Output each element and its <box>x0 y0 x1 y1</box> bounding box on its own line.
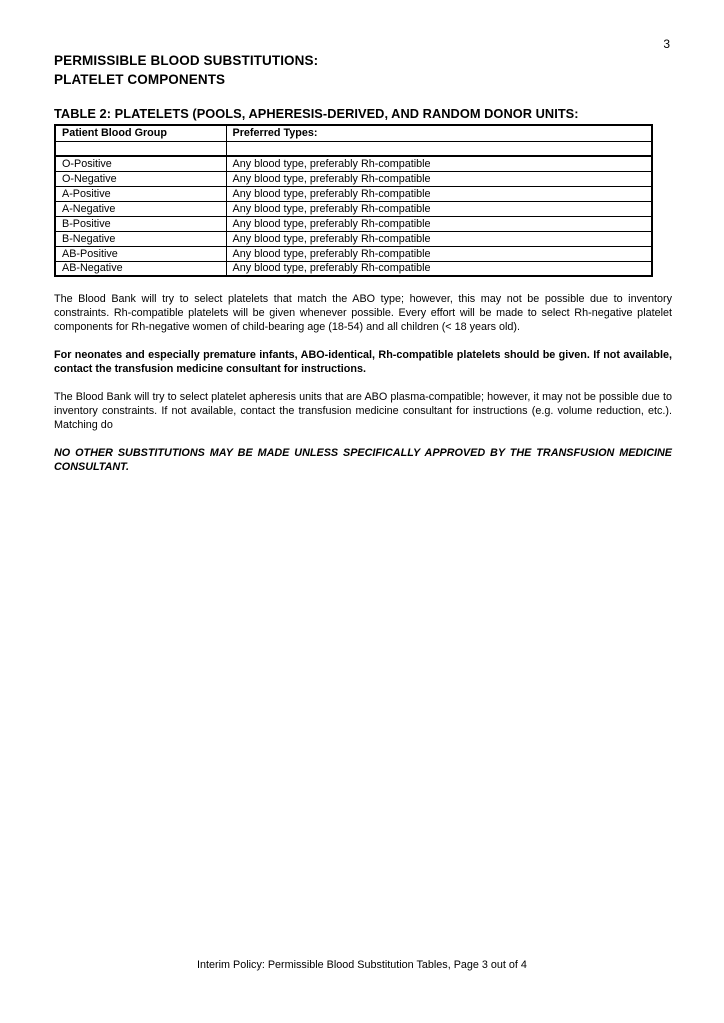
table-cell: Any blood type, preferably Rh-compatible <box>226 201 652 216</box>
paragraphs <box>54 292 672 474</box>
table-header-row <box>55 125 652 141</box>
table-cell: B-Negative <box>55 231 226 246</box>
empty-cell <box>226 141 652 156</box>
table-cell: AB-Negative <box>55 261 226 276</box>
paragraph: The Blood Bank will try to select platelets that match the ABO type; however, this may not be possible due to inventory constraints. Rh-compatible platelets will be given whenever possible. Every effort will be made to select Rh-negative platelet components for Rh-negative women of child-bearing age (18-54) and all children (< 18 years old). <box>54 293 672 333</box>
table-header <box>55 125 652 156</box>
platelets-substitution-table <box>54 124 653 277</box>
paragraph: The Blood Bank will try to select platelet apheresis units that are ABO plasma-compatible; however, it may not be possible due to inventory constraints. If not available, contact the transfusion medicine consultant for instructions (e.g. volume reduction, etc.). Matching do <box>54 391 672 431</box>
column-header-patient-blood-group: Patient Blood Group <box>55 125 226 141</box>
table-cell: Any blood type, preferably Rh-compatible <box>226 216 652 231</box>
table-cell: Any blood type, preferably Rh-compatible <box>226 186 652 201</box>
paragraph: NO OTHER SUBSTITUTIONS MAY BE MADE UNLESS SPECIFICALLY APPROVED BY THE TRANSFUSION MEDICINE CONSULTANT. <box>54 447 672 473</box>
table-cell: O-Positive <box>55 156 226 171</box>
table-cell: AB-Positive <box>55 246 226 261</box>
table-row <box>55 216 652 231</box>
table-cell: Any blood type, preferably Rh-compatible <box>226 261 652 276</box>
table-empty-row <box>55 141 652 156</box>
table-cell: A-Positive <box>55 186 226 201</box>
document-title <box>54 51 672 89</box>
table-row <box>55 156 652 171</box>
paragraph: For neonates and especially premature infants, ABO-identical, Rh-compatible platelets should be given. If not available, contact the transfusion medicine consultant for instructions. <box>54 349 672 375</box>
table-caption: TABLE 2: PLATELETS (POOLS, APHERESIS-DERIVED, AND RANDOM DONOR UNITS: <box>54 106 579 121</box>
page-content <box>54 51 672 488</box>
table-cell: Any blood type, preferably Rh-compatible <box>226 231 652 246</box>
table-row <box>55 186 652 201</box>
table-row <box>55 231 652 246</box>
table-cell: A-Negative <box>55 201 226 216</box>
table-cell: Any blood type, preferably Rh-compatible <box>226 246 652 261</box>
table-cell: Any blood type, preferably Rh-compatible <box>226 171 652 186</box>
empty-cell <box>55 141 226 156</box>
column-header-preferred-types: Preferred Types: <box>226 125 652 141</box>
table-row <box>55 201 652 216</box>
title-line-2: PLATELET COMPONENTS <box>54 72 226 87</box>
title-line-1: PERMISSIBLE BLOOD SUBSTITUTIONS: <box>54 53 319 68</box>
table-cell: Any blood type, preferably Rh-compatible <box>226 156 652 171</box>
table-row <box>55 246 652 261</box>
page-number: 3 <box>663 37 670 51</box>
table-row <box>55 171 652 186</box>
table-cell: O-Negative <box>55 171 226 186</box>
table-body <box>55 156 652 276</box>
table-cell: B-Positive <box>55 216 226 231</box>
page-footer: Interim Policy: Permissible Blood Substitution Tables, Page 3 out of 4 <box>197 959 527 971</box>
table-row <box>55 261 652 276</box>
